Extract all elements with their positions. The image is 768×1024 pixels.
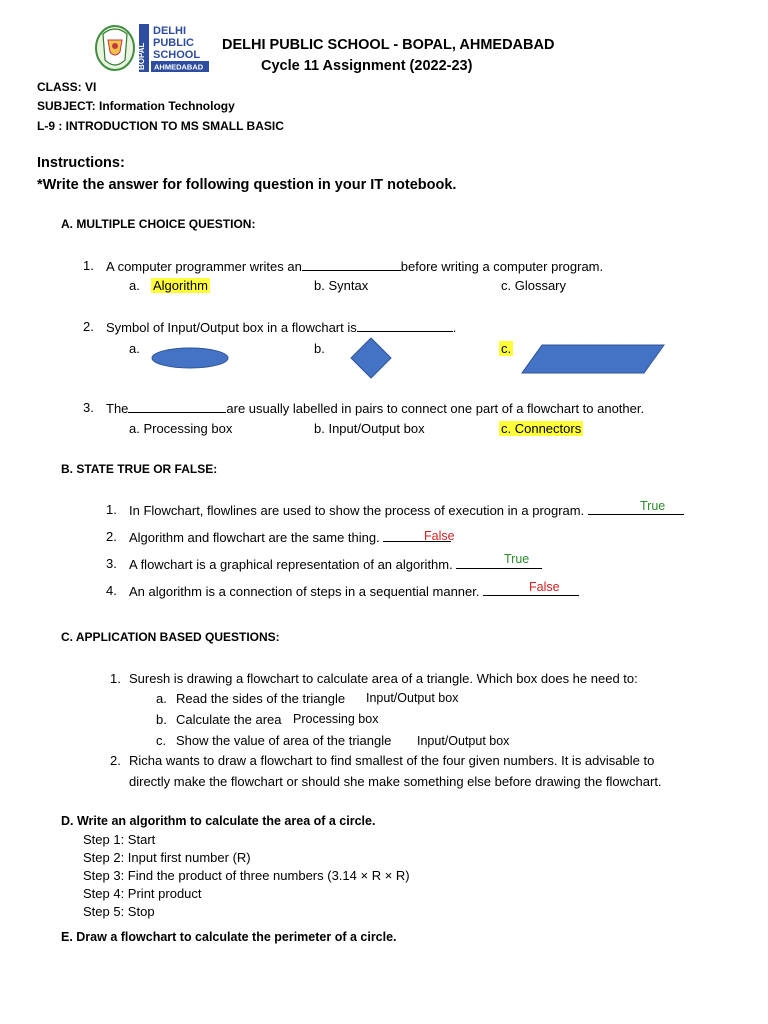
- logo-side-text: BOPAL: [137, 42, 146, 70]
- logo-line-3: SCHOOL: [153, 49, 201, 61]
- d-step-5: Step 5: Stop: [83, 904, 155, 919]
- c-q1-part-c-label: c.: [156, 733, 167, 748]
- a-q2-option-c: c.: [501, 341, 512, 356]
- answer-blank: [588, 502, 684, 515]
- instructions-text: *Write the answer for following question in your IT notebook.: [37, 177, 457, 193]
- b-item-1-answer: True: [640, 499, 666, 513]
- c-q1-part-b-label: b.: [156, 712, 167, 727]
- a-q1-option-b: b. Syntax: [314, 278, 369, 293]
- assignment-title: Cycle 11 Assignment (2022-23): [261, 58, 473, 74]
- c-q2-line-1: Richa wants to draw a flowchart to find smallest of the four given numbers. It is advisable to: [129, 753, 655, 768]
- logo-line-1: DELHI: [153, 25, 186, 37]
- d-step-3: Step 3: Find the product of three numbers (3.14 × R × R): [83, 868, 410, 883]
- b-item-2: Algorithm and flowchart are the same thing.: [129, 529, 451, 545]
- logo-line-2: PUBLIC: [153, 37, 194, 49]
- d-step-4: Step 4: Print product: [83, 886, 202, 901]
- c-q1-part-b-answer: Processing box: [293, 712, 379, 726]
- d-step-2: Step 2: Input first number (R): [83, 850, 251, 865]
- answer-blank: [302, 258, 401, 271]
- b-item-1-number: 1.: [106, 502, 117, 517]
- answer-blank: [456, 556, 542, 569]
- a-q2-option-b: b.: [314, 341, 325, 356]
- a-q2-question: Symbol of Input/Output box in a flowchart is .: [106, 320, 457, 335]
- a-q3-option-c: c. Connectors: [501, 421, 582, 436]
- b-item-3-number: 3.: [106, 556, 117, 571]
- a-q2-number: 2.: [83, 319, 94, 334]
- b-item-3-answer: True: [504, 552, 530, 566]
- section-a-heading: A. MULTIPLE CHOICE QUESTION:: [61, 217, 256, 231]
- oval-shape-icon: [150, 346, 230, 370]
- c-q2-number: 2.: [110, 753, 121, 768]
- section-d-heading: D. Write an algorithm to calculate the area of a circle.: [61, 814, 376, 828]
- class-label: CLASS: VI: [37, 80, 97, 94]
- c-q1-number: 1.: [110, 671, 121, 686]
- section-e-heading: E. Draw a flowchart to calculate the perimeter of a circle.: [61, 930, 397, 944]
- school-name: DELHI PUBLIC SCHOOL - BOPAL, AHMEDABAD: [222, 37, 555, 53]
- logo-emblem-icon: [96, 26, 134, 70]
- d-step-1: Step 1: Start: [83, 832, 156, 847]
- a-q1-option-c: c. Glossary: [501, 278, 567, 293]
- lesson-label: L-9 : INTRODUCTION TO MS SMALL BASIC: [37, 119, 284, 133]
- b-item-4-number: 4.: [106, 583, 117, 598]
- parallelogram-shape-icon: [520, 343, 666, 375]
- c-q1-question: Suresh is drawing a flowchart to calculate area of a triangle. Which box does he need to:: [129, 671, 638, 686]
- a-q3-option-b: b. Input/Output box: [314, 421, 425, 436]
- a-q3-number: 3.: [83, 400, 94, 415]
- logo-city: AHMEDABAD: [154, 62, 204, 72]
- a-q2-option-a: a.: [129, 341, 140, 356]
- b-item-2-answer: False: [424, 529, 455, 543]
- a-q3-question: The are usually labelled in pairs to connect one part of a flowchart to another.: [106, 401, 645, 416]
- a-q1-question: A computer programmer writes an before writing a computer program.: [106, 259, 604, 274]
- c-q1-part-c-answer: Input/Output box: [417, 734, 510, 748]
- diamond-shape-icon: [349, 336, 393, 380]
- section-c-heading: C. APPLICATION BASED QUESTIONS:: [61, 630, 280, 644]
- school-logo: [93, 22, 211, 74]
- c-q2-line-2: directly make the flowchart or should she make something else before drawing the flowchart.: [129, 774, 662, 789]
- c-q1-part-a: Read the sides of the triangle: [176, 691, 346, 706]
- b-item-4-answer: False: [529, 580, 560, 594]
- instructions-title: Instructions:: [37, 155, 125, 171]
- b-item-2-number: 2.: [106, 529, 117, 544]
- a-q1-number: 1.: [83, 258, 94, 273]
- a-q3-option-a: a. Processing box: [129, 421, 233, 436]
- c-q1-part-c: Show the value of area of the triangle: [176, 733, 392, 748]
- a-q1-option-a-label: a.: [129, 278, 140, 293]
- section-b-heading: B. STATE TRUE OR FALSE:: [61, 462, 218, 476]
- b-item-1: In Flowchart, flowlines are used to show the process of execution in a program.: [129, 502, 684, 518]
- answer-blank: [357, 319, 453, 332]
- a-q1-option-a: Algorithm: [153, 278, 208, 293]
- b-item-3: A flowchart is a graphical representation of an algorithm.: [129, 556, 542, 572]
- c-q1-part-a-label: a.: [156, 691, 167, 706]
- b-item-4: An algorithm is a connection of steps in a sequential manner.: [129, 583, 579, 599]
- subject-label: SUBJECT: Information Technology: [37, 99, 235, 113]
- answer-blank: [128, 400, 226, 413]
- c-q1-part-b: Calculate the area: [176, 712, 282, 727]
- c-q1-part-a-answer: Input/Output box: [366, 691, 459, 705]
